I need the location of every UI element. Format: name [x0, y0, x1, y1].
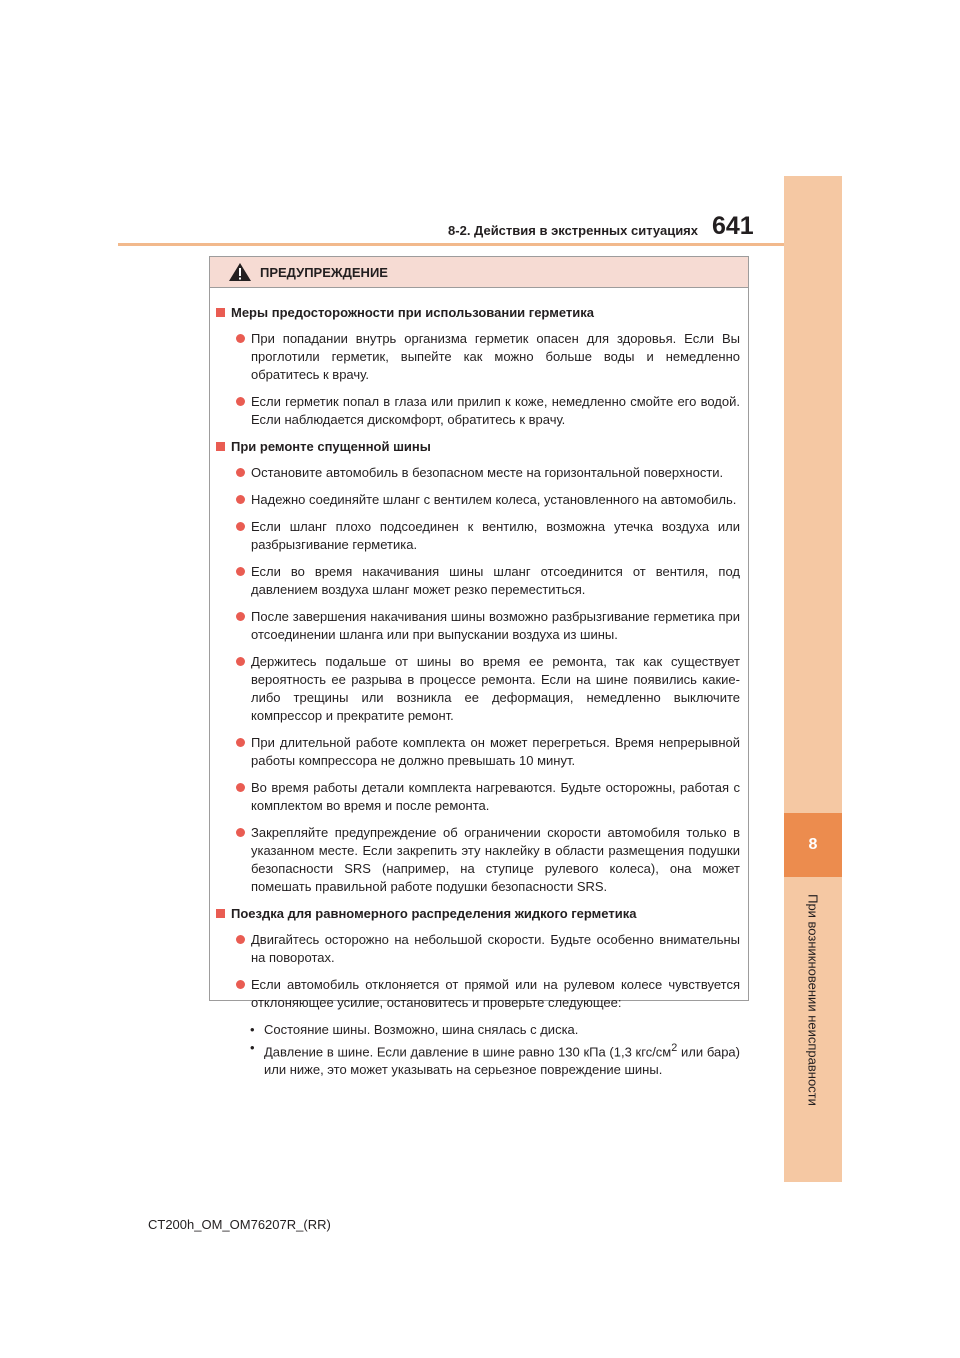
section-title: 8-2. Действия в экстренных ситуациях: [448, 223, 698, 238]
dot-bullet-icon: [236, 980, 245, 989]
list-item: Если герметик попал в глаза или прилип к коже, немедленно смойте его водой. Если наблюдается дискомфорт, обратитесь к врачу.: [236, 393, 740, 429]
dot-bullet-icon: [236, 397, 245, 406]
warning-title: ПРЕДУПРЕЖДЕНИЕ: [260, 264, 388, 280]
list-item: После завершения накачивания шины возможно разбрызгивание герметика при отсоединении шланга или при выпускании воздуха из шины.: [236, 608, 740, 644]
dot-bullet-icon: [236, 828, 245, 837]
chapter-number: 8: [784, 813, 842, 877]
dot-bullet-icon: [236, 567, 245, 576]
dot-bullet-icon: [236, 738, 245, 747]
list-item: При попадании внутрь организма герметик опасен для здоровья. Если Вы проглотили герметик, выпейте как можно больше воды и немедленно обратитесь к врачу.: [236, 330, 740, 384]
square-bullet-icon: [216, 308, 225, 317]
page-number: 641: [712, 212, 754, 240]
section-heading: Поездка для равномерного распределения жидкого герметика: [216, 905, 740, 923]
warning-header: [210, 257, 748, 288]
section-heading: Меры предосторожности при использовании герметика: [216, 304, 740, 322]
list-item: Если шланг плохо подсоединен к вентилю, возможна утечка воздуха или разбрызгивание герметика.: [236, 518, 740, 554]
dot-bullet-icon: [236, 657, 245, 666]
square-bullet-icon: [216, 909, 225, 918]
dot-bullet-icon: [236, 935, 245, 944]
list-item: Надежно соединяйте шланг с вентилем колеса, установленного на автомобиль.: [236, 491, 740, 509]
warning-body: [210, 288, 748, 1079]
warning-box: [209, 256, 749, 1078]
document-code: CT200h_OM_OM76207R_(RR): [148, 1217, 331, 1232]
list-item: Если во время накачивания шины шланг отсоединится от вентиля, под давлением воздуха шланг может резко переместиться.: [236, 563, 740, 599]
dot-bullet-icon: [236, 612, 245, 621]
sub-list-item: • Состояние шины. Возможно, шина снялась с диска.: [250, 1022, 579, 1037]
warning-icon: [228, 262, 252, 282]
side-tab-label: При возникновении неисправности: [805, 894, 821, 1106]
list-item: Двигайтесь осторожно на небольшой скорости. Будьте особенно внимательны на поворотах.: [236, 931, 740, 967]
dot-bullet-icon: [236, 468, 245, 477]
list-item: При длительной работе комплекта он может перегреться. Время непрерывной работы компрессора не должно превышать 10 минут.: [236, 734, 740, 770]
list-item: Остановите автомобиль в безопасном месте на горизонтальной поверхности.: [236, 464, 740, 482]
list-item: Если автомобиль отклоняется от прямой или на рулевом колесе чувствуется отклоняющее усилие, остановитесь и проверьте следующее:: [236, 976, 740, 1012]
sub-list-item: • Давление в шине. Если давление в шине равно 130 кПа (1,3 кгс/$см^2$ или бара) или ниже, это может указывать на серьезное повреждение шины.: [250, 1040, 740, 1078]
header-divider: [118, 243, 784, 246]
list-item: Во время работы детали комплекта нагреваются. Будьте осторожны, работая с комплектом во время и после ремонта.: [236, 779, 740, 815]
list-item: Держитесь подальше от шины во время ее ремонта, так как существует вероятность ее разрыва в процессе ремонта. Если на шине появились какие-либо трещины или возникла ее деформация, немедленно выключите компрессор и прекратите ремонт.: [236, 653, 740, 725]
dot-bullet-icon: [236, 783, 245, 792]
dot-bullet-icon: [236, 522, 245, 531]
section-heading: При ремонте спущенной шины: [216, 438, 740, 456]
dot-bullet-icon: [236, 495, 245, 504]
dot-bullet-icon: [236, 334, 245, 343]
list-item: Закрепляйте предупреждение об ограничении скорости автомобиля только в указанном месте. Если закрепить эту наклейку в области размещения подушки безопасности SRS (например, на ступице рулевого колеса), она может помешать правильной работе подушки безопасности SRS.: [236, 824, 740, 896]
square-bullet-icon: [216, 442, 225, 451]
